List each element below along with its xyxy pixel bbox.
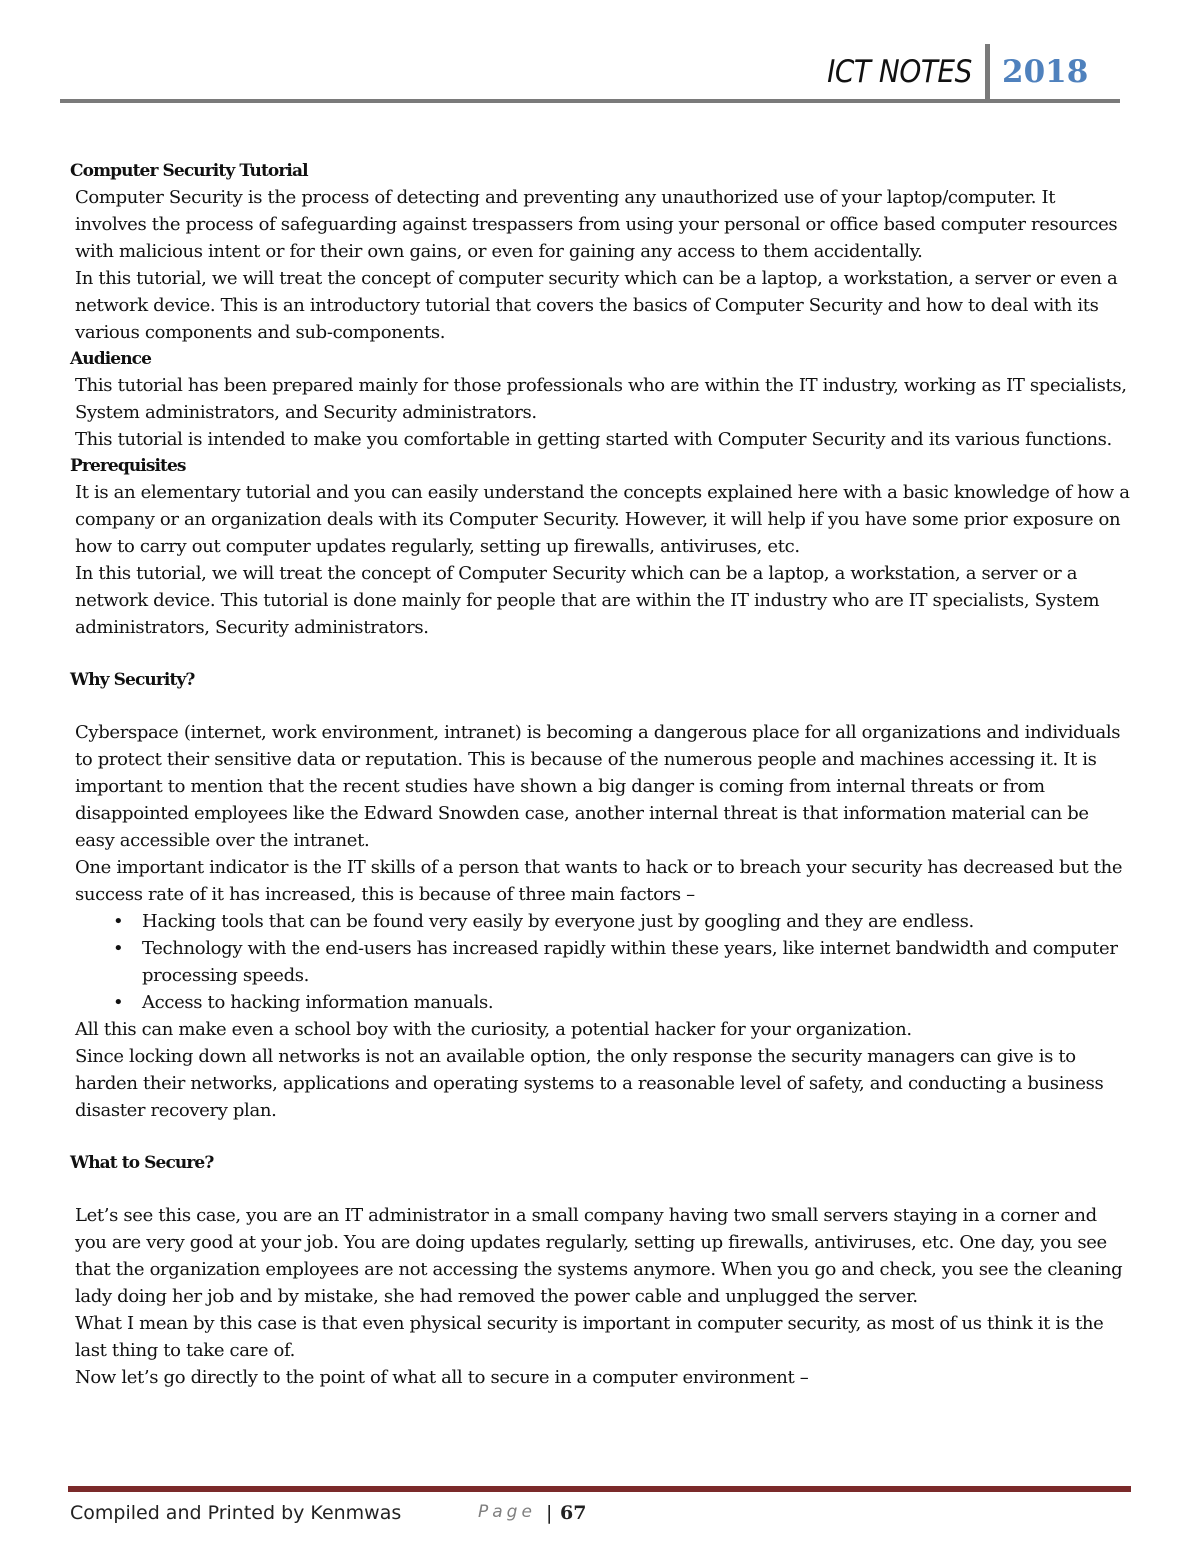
paragraph: Computer Security is the process of detecting and preventing any unauthorized use of your laptop/computer. It involves the process of safeguarding against trespassers from using your personal or office based computer resources with malicious intent or for their own gains, or even for gaining any access to them accidentally.	[75, 187, 1118, 262]
bullet-icon: •	[113, 911, 124, 932]
heading-prerequisites: Prerequisites	[70, 456, 186, 476]
heading-audience: Audience	[70, 349, 152, 369]
header-divider	[985, 44, 990, 100]
paragraph: In this tutorial, we will treat the concept of computer security which can be a laptop, a workstation, a server or even a network device. This is an introductory tutorial that covers the basics of Computer Security and how to deal with its various components and sub-components.	[75, 268, 1118, 343]
bullet-list	[70, 908, 1130, 1016]
page-header	[60, 44, 1120, 104]
heading-what-to-secure: What to Secure?	[70, 1153, 214, 1173]
paragraph: Since locking down all networks is not an available option, the only response the security managers can give is to harden their networks, applications and operating systems to a reasonable level of safety, and conducting a business disaster recovery plan.	[75, 1046, 1104, 1121]
paragraph: Cyberspace (internet, work environment, intranet) is becoming a dangerous place for all organizations and individuals to protect their sensitive data or reputation. This is because of the numerous people and machines accessing it. It is important to mention that the recent studies have shown a big danger is coming from internal threats or from disappointed employees like the Edward Snowden case, another internal threat is that information material can be easy accessible over the intranet.	[75, 722, 1121, 851]
paragraph: All this can make even a school boy with the curiosity, a potential hacker for your organization.	[75, 1019, 912, 1040]
list-item: • Hacking tools that can be found very easily by everyone just by googling and they are endless.	[70, 908, 1130, 935]
paragraph: Let’s see this case, you are an IT administrator in a small company having two small servers staying in a corner and you are very good at your job. You are doing updates regularly, setting up firewalls, antiviruses, etc. One day, you see that the organization employees are not accessing the systems anymore. When you go and check, you see the cleaning lady doing her job and by mistake, she had removed the power cable and unplugged the server.	[75, 1205, 1123, 1307]
header-year: 2018	[1002, 54, 1089, 90]
document-body	[70, 158, 1130, 1391]
bullet-icon: •	[113, 992, 124, 1013]
header-title: ICT NOTES	[827, 54, 972, 90]
paragraph: This tutorial is intended to make you comfortable in getting started with Computer Security and its various functions.	[75, 429, 1112, 450]
page-number: 67	[560, 1502, 587, 1524]
heading-why-security: Why Security?	[70, 670, 195, 690]
paragraph: One important indicator is the IT skills of a person that wants to hack or to breach your security has decreased but the success rate of it has increased, this is because of three main factors –	[75, 857, 1123, 905]
paragraph: It is an elementary tutorial and you can easily understand the concepts explained here with a basic knowledge of how a company or an organization deals with its Computer Security. However, it will help if you have some prior exposure on how to carry out computer updates regularly, setting up firewalls, antiviruses, etc.	[75, 482, 1130, 557]
bullet-icon: •	[113, 938, 124, 959]
paragraph: Now let’s go directly to the point of what all to secure in a computer environment –	[75, 1367, 809, 1388]
paragraph: In this tutorial, we will treat the concept of Computer Security which can be a laptop, a workstation, a server or a network device. This tutorial is done mainly for people that are within the IT industry who are IT specialists, System administrators, Security administrators.	[75, 563, 1100, 638]
header-rule	[60, 99, 1120, 103]
heading-computer-security-tutorial: Computer Security Tutorial	[70, 161, 308, 181]
footer-separator: |	[546, 1502, 553, 1524]
list-item: • Technology with the end-users has increased rapidly within these years, like internet bandwidth and computer processing speeds.	[70, 935, 1130, 989]
footer-rule	[68, 1486, 1131, 1492]
paragraph: This tutorial has been prepared mainly for those professionals who are within the IT industry, working as IT specialists, System administrators, and Security administrators.	[75, 375, 1127, 423]
footer-credit: Compiled and Printed by Kenmwas	[70, 1502, 402, 1524]
footer-page-label: Page	[478, 1502, 536, 1522]
paragraph: What I mean by this case is that even physical security is important in computer security, as most of us think it is the last thing to take care of.	[75, 1313, 1104, 1361]
list-item: • Access to hacking information manuals.	[70, 989, 1130, 1016]
